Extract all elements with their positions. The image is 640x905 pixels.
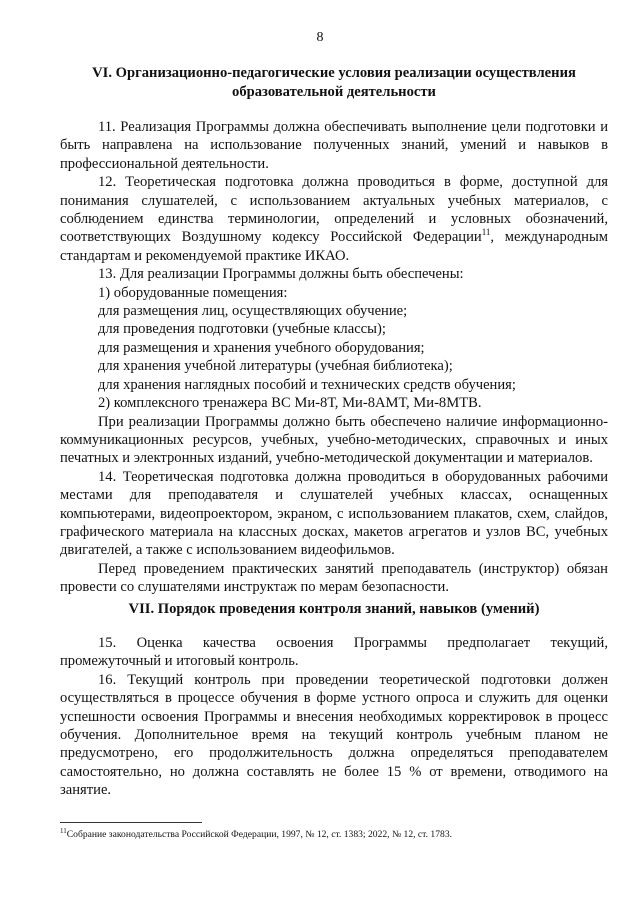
list-item: 2) комплексного тренажера ВС Ми-8Т, Ми-8АМТ, Ми-8МТВ.: [98, 395, 482, 412]
section-6-heading-line-2: образовательной деятельности: [232, 84, 436, 100]
paragraph-12-text: 12. Теоретическая подготовка должна проводиться в форме, доступной для понимания слушателей, с использованием актуальных учебных материалов, с соблюдением единства терминологии, определений и условных обозначений, соответствующих Воздушному кодексу Российской Федерации: [60, 174, 608, 246]
paragraph-14-extra: Перед проведением практических занятий преподаватель (инструктор) обязан провести со слушателями инструктаж по мерам безопасности.: [60, 560, 608, 596]
paragraph-13: 13. Для реализации Программы должны быть обеспечены:: [98, 266, 464, 283]
footnote-divider: [60, 822, 202, 823]
section-6-body: [60, 118, 608, 597]
footnote-mark: 11: [60, 826, 67, 835]
list-item: для размещения лиц, осуществляющих обучение;: [98, 303, 408, 320]
section-7-body: [60, 634, 608, 800]
list-item: для хранения наглядных пособий и технических средств обучения;: [98, 376, 516, 393]
paragraph-14: 14. Теоретическая подготовка должна проводиться в оборудованных рабочими местами для преподавателя и слушателей учебных классах, оснащенных компьютерами, видеопроектором, экраном, с использованием плакатов, схем, слайдов, графического материала на классных досках, макетов агрегатов и узлов ВС, учебных двигателей, а также с использованием видеофильмов.: [60, 468, 608, 559]
list-item: для размещения и хранения учебного оборудования;: [98, 339, 425, 356]
paragraph-11: 11. Реализация Программы должна обеспечивать выполнение цели подготовки и быть направлена на использование полученных знаний, умений и навыков в профессиональной деятельности.: [60, 119, 608, 172]
footnote-reference: 11: [481, 227, 491, 238]
list-item: 1) оборудованные помещения:: [98, 284, 288, 301]
footnote-text: Собрание законодательства Российской Федерации, 1997, № 12, ст. 1383; 2022, № 12, ст. 1783.: [66, 829, 453, 840]
section-6-heading-line-1: VI. Организационно-педагогические условия реализации осуществления: [92, 65, 576, 81]
paragraph-16: 16. Текущий контроль при проведении теоретической подготовки должен осуществляться в процессе обучения в форме устного опроса и служить для оценки успешности освоения Программы и внесения необходимых корректировок в процесс обучения. Дополнительное время на текущий контроль учебным планом не предусмотрено, его продолжительность должна определяться преподавателем самостоятельно, но должна составлять не более 15 % от времени, отводимого на занятие.: [60, 671, 608, 799]
paragraph-12: [60, 173, 608, 265]
paragraph-13-extra: При реализации Программы должно быть обеспечено наличие информационно-коммуникационных ресурсов, учебных, учебно-методических, справочных и иных печатных и электронных изданий, учебно-методической документации и материалов.: [60, 413, 608, 467]
page-number: 8: [316, 30, 324, 45]
list-item: для проведения подготовки (учебные классы);: [98, 321, 386, 338]
paragraph-15: 15. Оценка качества освоения Программы предполагает текущий, промежуточный и итоговый контроль.: [60, 635, 608, 670]
footnote: [60, 826, 608, 841]
section-6-heading: [60, 64, 608, 102]
section-7-heading: VII. Порядок проведения контроля знаний, навыков (умений): [128, 601, 540, 617]
list-item: для хранения учебной литературы (учебная библиотека);: [98, 358, 453, 375]
paragraph-12-tail: , международным стандартам и рекомендуемой практике ИКАО.: [60, 229, 608, 264]
